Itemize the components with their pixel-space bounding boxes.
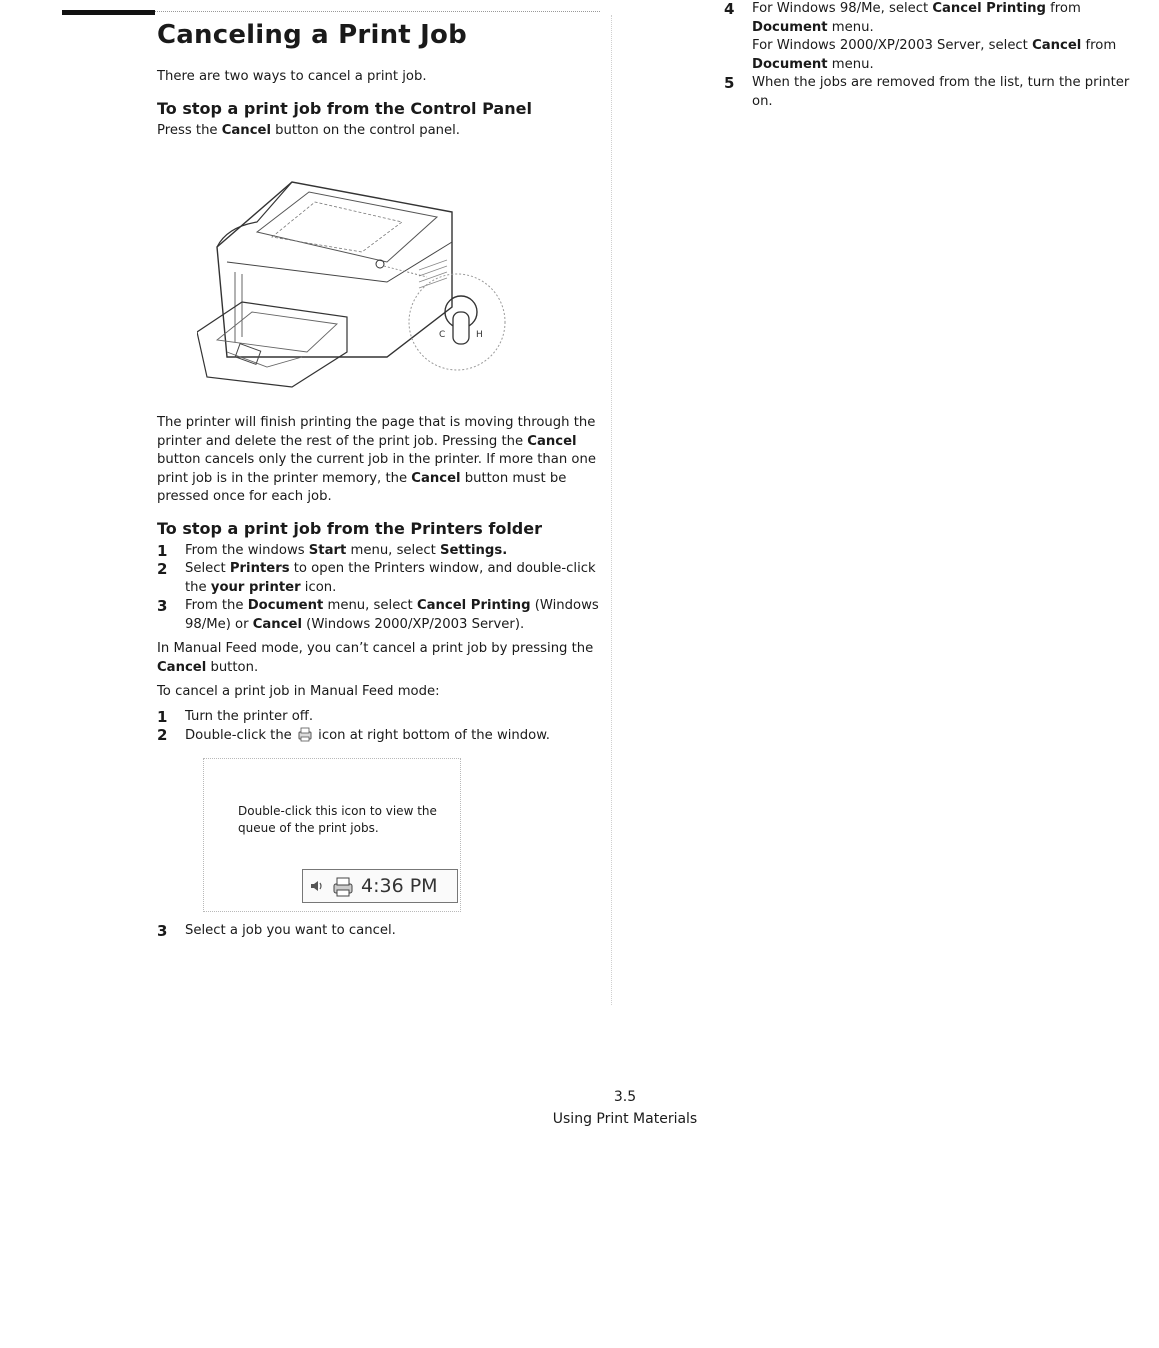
printer-tray-icon[interactable] [331,875,355,897]
pf-step-1: 1 From the windows Start menu, select Settings. [157,541,508,560]
page-number: 3.5 [613,1089,637,1105]
control-panel-explanation: The printer will finish printing the page that is moving through the printer and delete the rest of the print job. Pressing the Cancel button cancels only the current job in the printer. If more than one print job is in the printer memory, the Cancel button must be pressed once for each job. [157,415,596,504]
mf-step-2: 2 Double-click the icon at right bottom of the window. [157,726,550,744]
right-column [724,0,1144,111]
system-tray-illustration [203,758,461,912]
printer-illustration [197,152,527,402]
mf-step-1: 1 Turn the printer off. [157,707,314,726]
control-panel-instruction: Press the Cancel button on the control panel. [157,122,461,138]
left-column [157,20,602,940]
intro-text: There are two ways to cancel a print job. [157,69,427,84]
header-rule-thick [62,10,155,15]
mf-step-3: 3 Select a job you want to cancel. [157,921,396,940]
control-panel-heading: To stop a print job from the Control Panel [157,98,532,118]
manual-feed-note: In Manual Feed mode, you can’t cancel a print job by pressing the Cancel button. [157,641,594,675]
pf-step-3: 3 From the Document menu, select Cancel Printing (Windows 98/Me) or Cancel (Windows 2000/XP/2003 Server). [157,597,599,632]
button-letter-left: C [439,330,446,340]
section-name: Using Print Materials [552,1111,698,1127]
page-title: Canceling a Print Job [157,20,467,50]
tray-callout-text: Double-click this icon to view the queue of the print jobs. [238,803,437,835]
button-letter-right: H [476,330,483,340]
step-5: 5 When the jobs are removed from the list, turn the printer on. [724,74,1130,109]
printers-folder-heading: To stop a print job from the Printers folder [157,518,542,538]
page-footer [470,1086,780,1130]
column-divider [611,15,612,1005]
speaker-icon [309,878,325,894]
header-rule-thin [155,11,600,12]
print-queue-icon [296,726,314,742]
tray-clock-time: 4:36 PM [361,874,438,897]
pf-step-2: 2 Select Printers to open the Printers window, and double-click the your printer icon. [157,560,596,595]
step-4: 4 For Windows 98/Me, select Cancel Printing from Document menu. For Windows 2000/XP/2003 Server, select Cancel from Document menu. [724,0,1117,72]
taskbar-tray [302,869,458,903]
manual-feed-intro: To cancel a print job in Manual Feed mode: [157,684,440,699]
